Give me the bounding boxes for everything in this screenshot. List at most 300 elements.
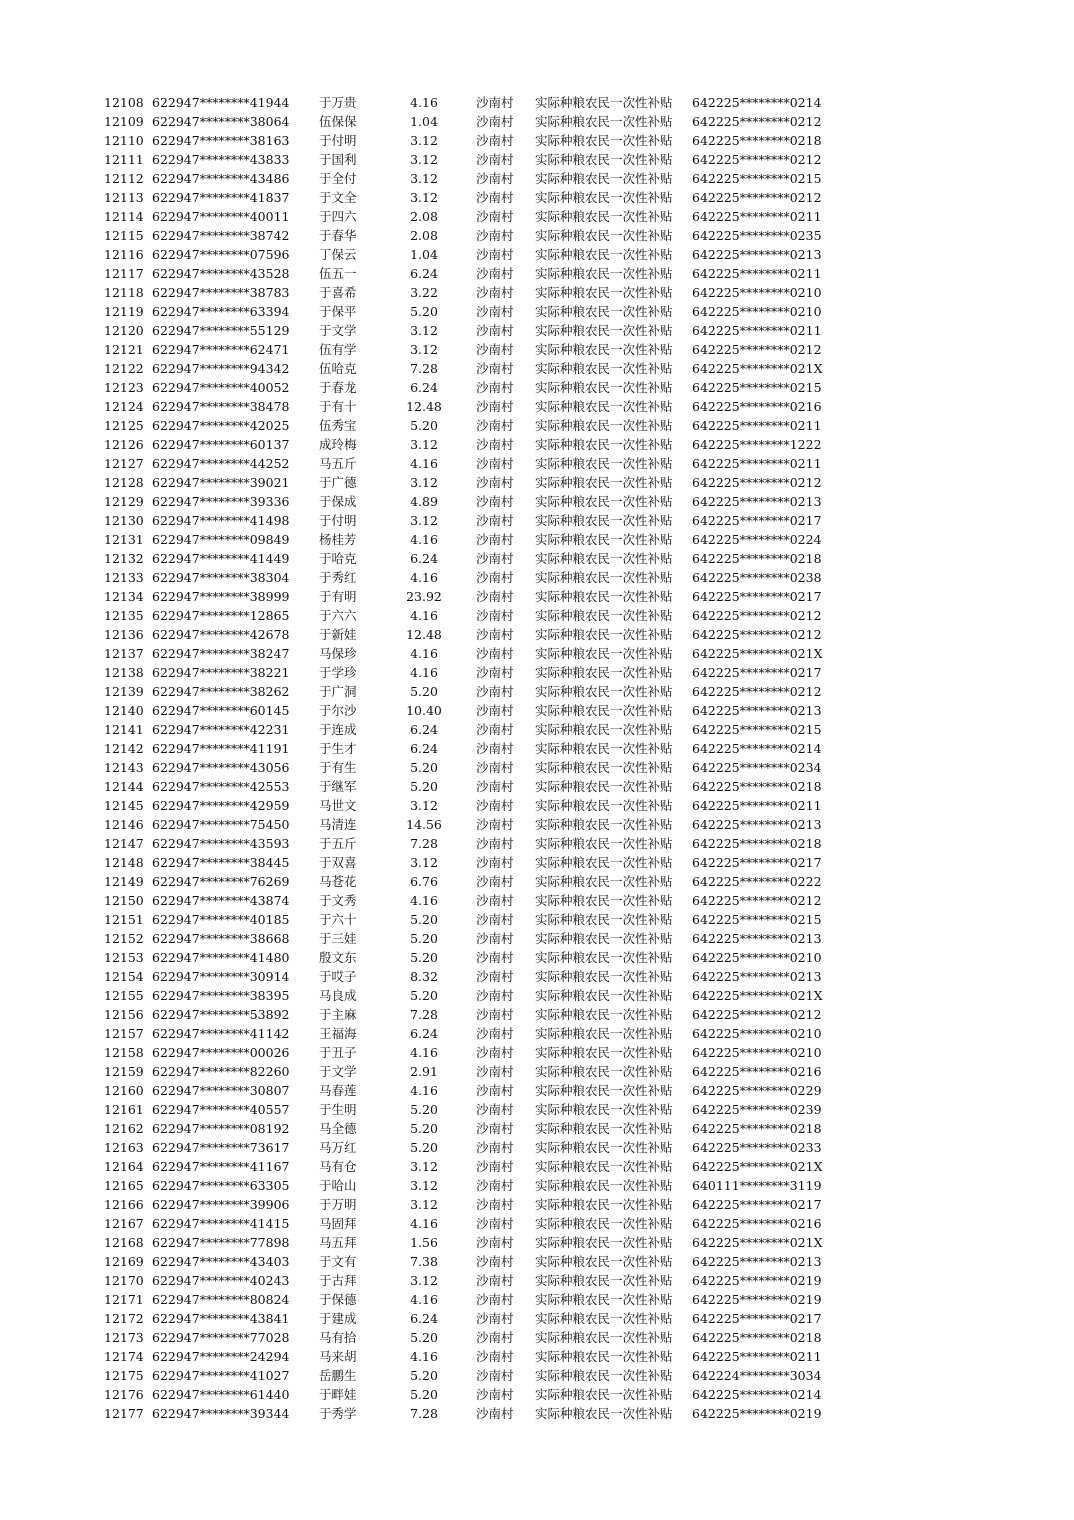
table-row (0, 1005, 1074, 1024)
farmer-name-cell: 于连成 (319, 722, 357, 737)
subsidy-type-cell: 实际种粮农民一次性补贴 (535, 361, 673, 376)
subsidy-amount-cell: 3.12 (410, 1197, 438, 1212)
row-number-cell: 12148 (104, 855, 144, 870)
id-number-cell: 642225********0219 (692, 1406, 822, 1421)
subsidy-type-cell: 实际种粮农民一次性补贴 (535, 133, 673, 148)
subsidy-amount-cell: 6.24 (410, 1311, 438, 1326)
subsidy-type-cell: 实际种粮农民一次性补贴 (535, 114, 673, 129)
farmer-name-cell: 于双喜 (319, 855, 357, 870)
table-row (0, 454, 1074, 473)
bank-account-cell: 622947********39336 (152, 494, 290, 509)
subsidy-amount-cell: 4.16 (410, 95, 438, 110)
village-cell: 沙南村 (476, 1254, 514, 1269)
subsidy-amount-cell: 4.16 (410, 1292, 438, 1307)
village-cell: 沙南村 (476, 1387, 514, 1402)
id-number-cell: 642225********0211 (692, 456, 822, 471)
bank-account-cell: 622947********43403 (152, 1254, 290, 1269)
table-row (0, 397, 1074, 416)
subsidy-amount-cell: 5.20 (410, 304, 438, 319)
subsidy-amount-cell: 7.28 (410, 361, 438, 376)
subsidy-type-cell: 实际种粮农民一次性补贴 (535, 836, 673, 851)
subsidy-type-cell: 实际种粮农民一次性补贴 (535, 570, 673, 585)
bank-account-cell: 622947********43841 (152, 1311, 290, 1326)
subsidy-amount-cell: 3.12 (410, 1159, 438, 1174)
subsidy-type-cell: 实际种粮农民一次性补贴 (535, 969, 673, 984)
village-cell: 沙南村 (476, 380, 514, 395)
table-row (0, 1062, 1074, 1081)
subsidy-amount-cell: 6.24 (410, 380, 438, 395)
subsidy-type-cell: 实际种粮农民一次性补贴 (535, 798, 673, 813)
id-number-cell: 642225********0212 (692, 475, 822, 490)
subsidy-type-cell: 实际种粮农民一次性补贴 (535, 95, 673, 110)
subsidy-type-cell: 实际种粮农民一次性补贴 (535, 1273, 673, 1288)
bank-account-cell: 622947********00026 (152, 1045, 290, 1060)
subsidy-amount-cell: 3.12 (410, 1178, 438, 1193)
id-number-cell: 642225********0212 (692, 1007, 822, 1022)
subsidy-type-cell: 实际种粮农民一次性补贴 (535, 931, 673, 946)
subsidy-type-cell: 实际种粮农民一次性补贴 (535, 950, 673, 965)
bank-account-cell: 622947********77028 (152, 1330, 290, 1345)
subsidy-type-cell: 实际种粮农民一次性补贴 (535, 1140, 673, 1155)
village-cell: 沙南村 (476, 323, 514, 338)
table-row (0, 739, 1074, 758)
bank-account-cell: 622947********38478 (152, 399, 290, 414)
farmer-name-cell: 于春龙 (319, 380, 357, 395)
id-number-cell: 642225********0212 (692, 190, 822, 205)
farmer-name-cell: 于学珍 (319, 665, 357, 680)
id-number-cell: 642225********1222 (692, 437, 822, 452)
table-row (0, 340, 1074, 359)
farmer-name-cell: 马春莲 (319, 1083, 357, 1098)
table-row (0, 1328, 1074, 1347)
village-cell: 沙南村 (476, 1216, 514, 1231)
bank-account-cell: 622947********40052 (152, 380, 290, 395)
table-row (0, 131, 1074, 150)
village-cell: 沙南村 (476, 703, 514, 718)
row-number-cell: 12136 (104, 627, 144, 642)
subsidy-type-cell: 实际种粮农民一次性补贴 (535, 1292, 673, 1307)
bank-account-cell: 622947********30914 (152, 969, 290, 984)
farmer-name-cell: 马保珍 (319, 646, 357, 661)
farmer-name-cell: 于五斤 (319, 836, 357, 851)
bank-account-cell: 622947********43528 (152, 266, 290, 281)
subsidy-type-cell: 实际种粮农民一次性补贴 (535, 988, 673, 1003)
id-number-cell: 640111********3119 (692, 1178, 822, 1193)
table-row (0, 1100, 1074, 1119)
id-number-cell: 642225********0210 (692, 950, 822, 965)
village-cell: 沙南村 (476, 456, 514, 471)
village-cell: 沙南村 (476, 665, 514, 680)
row-number-cell: 12133 (104, 570, 144, 585)
subsidy-amount-cell: 5.20 (410, 988, 438, 1003)
farmer-name-cell: 于国利 (319, 152, 357, 167)
village-cell: 沙南村 (476, 589, 514, 604)
bank-account-cell: 622947********55129 (152, 323, 290, 338)
table-row (0, 511, 1074, 530)
bank-account-cell: 622947********38999 (152, 589, 290, 604)
village-cell: 沙南村 (476, 912, 514, 927)
subsidy-amount-cell: 4.16 (410, 1349, 438, 1364)
subsidy-type-cell: 实际种粮农民一次性补贴 (535, 228, 673, 243)
subsidy-type-cell: 实际种粮农民一次性补贴 (535, 1121, 673, 1136)
bank-account-cell: 622947********38668 (152, 931, 290, 946)
subsidy-type-cell: 实际种粮农民一次性补贴 (535, 912, 673, 927)
table-row (0, 359, 1074, 378)
bank-account-cell: 622947********41027 (152, 1368, 290, 1383)
subsidy-type-cell: 实际种粮农民一次性补贴 (535, 817, 673, 832)
farmer-name-cell: 于付明 (319, 133, 357, 148)
bank-account-cell: 622947********38221 (152, 665, 290, 680)
farmer-name-cell: 伍哈克 (319, 361, 357, 376)
table-row (0, 435, 1074, 454)
id-number-cell: 642225********0214 (692, 741, 822, 756)
id-number-cell: 642225********0212 (692, 342, 822, 357)
bank-account-cell: 622947********41415 (152, 1216, 290, 1231)
farmer-name-cell: 马世文 (319, 798, 357, 813)
farmer-name-cell: 于有十 (319, 399, 357, 414)
village-cell: 沙南村 (476, 1178, 514, 1193)
id-number-cell: 642225********0216 (692, 1216, 822, 1231)
subsidy-amount-cell: 8.32 (410, 969, 438, 984)
id-number-cell: 642225********0211 (692, 798, 822, 813)
farmer-name-cell: 于主麻 (319, 1007, 357, 1022)
village-cell: 沙南村 (476, 1102, 514, 1117)
id-number-cell: 642225********0216 (692, 1064, 822, 1079)
row-number-cell: 12140 (104, 703, 144, 718)
subsidy-type-cell: 实际种粮农民一次性补贴 (535, 1007, 673, 1022)
farmer-name-cell: 马五拜 (319, 1235, 357, 1250)
bank-account-cell: 622947********38783 (152, 285, 290, 300)
id-number-cell: 642225********0211 (692, 418, 822, 433)
subsidy-amount-cell: 4.16 (410, 646, 438, 661)
table-row (0, 1043, 1074, 1062)
bank-account-cell: 622947********43486 (152, 171, 290, 186)
subsidy-amount-cell: 3.12 (410, 798, 438, 813)
subsidy-amount-cell: 4.16 (410, 893, 438, 908)
id-number-cell: 642225********0224 (692, 532, 822, 547)
bank-account-cell: 622947********39906 (152, 1197, 290, 1212)
bank-account-cell: 622947********39344 (152, 1406, 290, 1421)
subsidy-type-cell: 实际种粮农民一次性补贴 (535, 1387, 673, 1402)
subsidy-type-cell: 实际种粮农民一次性补贴 (535, 1102, 673, 1117)
bank-account-cell: 622947********62471 (152, 342, 290, 357)
id-number-cell: 642225********0212 (692, 152, 822, 167)
id-number-cell: 642225********0217 (692, 513, 822, 528)
bank-account-cell: 622947********60145 (152, 703, 290, 718)
bank-account-cell: 622947********40557 (152, 1102, 290, 1117)
farmer-name-cell: 于有生 (319, 760, 357, 775)
bank-account-cell: 622947********38064 (152, 114, 290, 129)
farmer-name-cell: 于哎子 (319, 969, 357, 984)
row-number-cell: 12127 (104, 456, 144, 471)
subsidy-amount-cell: 3.12 (410, 513, 438, 528)
subsidy-type-cell: 实际种粮农民一次性补贴 (535, 551, 673, 566)
village-cell: 沙南村 (476, 646, 514, 661)
bank-account-cell: 622947********38304 (152, 570, 290, 585)
village-cell: 沙南村 (476, 1140, 514, 1155)
subsidy-type-cell: 实际种粮农民一次性补贴 (535, 323, 673, 338)
id-number-cell: 642225********0235 (692, 228, 822, 243)
farmer-name-cell: 马万红 (319, 1140, 357, 1155)
village-cell: 沙南村 (476, 627, 514, 642)
subsidy-type-cell: 实际种粮农民一次性补贴 (535, 475, 673, 490)
bank-account-cell: 622947********42959 (152, 798, 290, 813)
id-number-cell: 642225********0217 (692, 665, 822, 680)
subsidy-amount-cell: 1.56 (410, 1235, 438, 1250)
id-number-cell: 642225********0215 (692, 171, 822, 186)
farmer-name-cell: 于付明 (319, 513, 357, 528)
table-row (0, 283, 1074, 302)
village-cell: 沙南村 (476, 570, 514, 585)
row-number-cell: 12172 (104, 1311, 144, 1326)
subsidy-amount-cell: 3.12 (410, 133, 438, 148)
row-number-cell: 12151 (104, 912, 144, 927)
farmer-name-cell: 殷文东 (319, 950, 357, 965)
bank-account-cell: 622947********41837 (152, 190, 290, 205)
farmer-name-cell: 岳鹏生 (319, 1368, 357, 1383)
subsidy-type-cell: 实际种粮农民一次性补贴 (535, 893, 673, 908)
subsidy-amount-cell: 5.20 (410, 1330, 438, 1345)
table-row (0, 834, 1074, 853)
farmer-name-cell: 丁保云 (319, 247, 357, 262)
row-number-cell: 12123 (104, 380, 144, 395)
farmer-name-cell: 于万贵 (319, 95, 357, 110)
id-number-cell: 642225********0217 (692, 1311, 822, 1326)
table-row (0, 606, 1074, 625)
farmer-name-cell: 马清连 (319, 817, 357, 832)
bank-account-cell: 622947********12865 (152, 608, 290, 623)
bank-account-cell: 622947********39021 (152, 475, 290, 490)
id-number-cell: 642225********0212 (692, 114, 822, 129)
row-number-cell: 12115 (104, 228, 144, 243)
id-number-cell: 642225********0213 (692, 817, 822, 832)
table-row (0, 549, 1074, 568)
subsidy-table (0, 93, 1074, 1423)
subsidy-type-cell: 实际种粮农民一次性补贴 (535, 1045, 673, 1060)
subsidy-type-cell: 实际种粮农民一次性补贴 (535, 1311, 673, 1326)
farmer-name-cell: 于古拜 (319, 1273, 357, 1288)
table-row (0, 245, 1074, 264)
row-number-cell: 12141 (104, 722, 144, 737)
subsidy-amount-cell: 5.20 (410, 1387, 438, 1402)
village-cell: 沙南村 (476, 1197, 514, 1212)
id-number-cell: 642225********021X (692, 646, 823, 661)
subsidy-amount-cell: 7.38 (410, 1254, 438, 1269)
subsidy-type-cell: 实际种粮农民一次性补贴 (535, 456, 673, 471)
row-number-cell: 12125 (104, 418, 144, 433)
row-number-cell: 12117 (104, 266, 144, 281)
table-row (0, 777, 1074, 796)
subsidy-amount-cell: 5.20 (410, 779, 438, 794)
bank-account-cell: 622947********40011 (152, 209, 290, 224)
village-cell: 沙南村 (476, 1159, 514, 1174)
bank-account-cell: 622947********09849 (152, 532, 290, 547)
row-number-cell: 12169 (104, 1254, 144, 1269)
subsidy-amount-cell: 6.24 (410, 722, 438, 737)
row-number-cell: 12128 (104, 475, 144, 490)
bank-account-cell: 622947********07596 (152, 247, 290, 262)
id-number-cell: 642225********0210 (692, 1026, 822, 1041)
row-number-cell: 12145 (104, 798, 144, 813)
subsidy-type-cell: 实际种粮农民一次性补贴 (535, 247, 673, 262)
farmer-name-cell: 于秀红 (319, 570, 357, 585)
village-cell: 沙南村 (476, 1083, 514, 1098)
id-number-cell: 642225********0213 (692, 494, 822, 509)
row-number-cell: 12176 (104, 1387, 144, 1402)
subsidy-type-cell: 实际种粮农民一次性补贴 (535, 1159, 673, 1174)
subsidy-type-cell: 实际种粮农民一次性补贴 (535, 1368, 673, 1383)
farmer-name-cell: 马苍花 (319, 874, 357, 889)
subsidy-type-cell: 实际种粮农民一次性补贴 (535, 1026, 673, 1041)
table-row (0, 1195, 1074, 1214)
table-row (0, 416, 1074, 435)
row-number-cell: 12137 (104, 646, 144, 661)
row-number-cell: 12173 (104, 1330, 144, 1345)
subsidy-amount-cell: 23.92 (406, 589, 442, 604)
village-cell: 沙南村 (476, 1235, 514, 1250)
table-row (0, 188, 1074, 207)
subsidy-type-cell: 实际种粮农民一次性补贴 (535, 741, 673, 756)
id-number-cell: 642225********0212 (692, 608, 822, 623)
farmer-name-cell: 于秀学 (319, 1406, 357, 1421)
bank-account-cell: 622947********38395 (152, 988, 290, 1003)
row-number-cell: 12152 (104, 931, 144, 946)
table-row (0, 112, 1074, 131)
bank-account-cell: 622947********30807 (152, 1083, 290, 1098)
row-number-cell: 12129 (104, 494, 144, 509)
village-cell: 沙南村 (476, 1349, 514, 1364)
subsidy-type-cell: 实际种粮农民一次性补贴 (535, 703, 673, 718)
id-number-cell: 642225********0218 (692, 551, 822, 566)
subsidy-amount-cell: 4.16 (410, 532, 438, 547)
id-number-cell: 642225********021X (692, 1235, 823, 1250)
row-number-cell: 12121 (104, 342, 144, 357)
village-cell: 沙南村 (476, 190, 514, 205)
row-number-cell: 12135 (104, 608, 144, 623)
bank-account-cell: 622947********41167 (152, 1159, 290, 1174)
village-cell: 沙南村 (476, 361, 514, 376)
row-number-cell: 12119 (104, 304, 144, 319)
subsidy-amount-cell: 5.20 (410, 912, 438, 927)
row-number-cell: 12153 (104, 950, 144, 965)
table-row (0, 891, 1074, 910)
bank-account-cell: 622947********41191 (152, 741, 290, 756)
id-number-cell: 642225********0238 (692, 570, 822, 585)
village-cell: 沙南村 (476, 152, 514, 167)
row-number-cell: 12165 (104, 1178, 144, 1193)
farmer-name-cell: 王福海 (319, 1026, 357, 1041)
id-number-cell: 642225********0210 (692, 1045, 822, 1060)
subsidy-amount-cell: 7.28 (410, 836, 438, 851)
farmer-name-cell: 于喜希 (319, 285, 357, 300)
subsidy-amount-cell: 4.16 (410, 1216, 438, 1231)
village-cell: 沙南村 (476, 114, 514, 129)
id-number-cell: 642225********0218 (692, 1121, 822, 1136)
farmer-name-cell: 于尔沙 (319, 703, 357, 718)
subsidy-type-cell: 实际种粮农民一次性补贴 (535, 627, 673, 642)
row-number-cell: 12155 (104, 988, 144, 1003)
village-cell: 沙南村 (476, 1064, 514, 1079)
id-number-cell: 642225********0210 (692, 285, 822, 300)
subsidy-amount-cell: 5.20 (410, 950, 438, 965)
id-number-cell: 642225********0218 (692, 836, 822, 851)
farmer-name-cell: 伍保保 (319, 114, 357, 129)
farmer-name-cell: 于保平 (319, 304, 357, 319)
farmer-name-cell: 于四六 (319, 209, 357, 224)
table-row (0, 150, 1074, 169)
village-cell: 沙南村 (476, 247, 514, 262)
subsidy-amount-cell: 5.20 (410, 1102, 438, 1117)
subsidy-amount-cell: 3.12 (410, 1273, 438, 1288)
table-row (0, 967, 1074, 986)
farmer-name-cell: 于全付 (319, 171, 357, 186)
village-cell: 沙南村 (476, 304, 514, 319)
subsidy-amount-cell: 4.16 (410, 665, 438, 680)
farmer-name-cell: 成玲梅 (319, 437, 357, 452)
row-number-cell: 12162 (104, 1121, 144, 1136)
subsidy-amount-cell: 2.08 (410, 209, 438, 224)
subsidy-type-cell: 实际种粮农民一次性补贴 (535, 190, 673, 205)
farmer-name-cell: 马良成 (319, 988, 357, 1003)
subsidy-amount-cell: 6.24 (410, 266, 438, 281)
id-number-cell: 642224********3034 (692, 1368, 822, 1383)
village-cell: 沙南村 (476, 722, 514, 737)
row-number-cell: 12174 (104, 1349, 144, 1364)
row-number-cell: 12110 (104, 133, 144, 148)
farmer-name-cell: 于广洞 (319, 684, 357, 699)
row-number-cell: 12108 (104, 95, 144, 110)
row-number-cell: 12170 (104, 1273, 144, 1288)
farmer-name-cell: 于畔娃 (319, 1387, 357, 1402)
id-number-cell: 642225********0233 (692, 1140, 822, 1155)
row-number-cell: 12139 (104, 684, 144, 699)
subsidy-amount-cell: 7.28 (410, 1007, 438, 1022)
subsidy-type-cell: 实际种粮农民一次性补贴 (535, 1197, 673, 1212)
village-cell: 沙南村 (476, 931, 514, 946)
bank-account-cell: 622947********38742 (152, 228, 290, 243)
subsidy-type-cell: 实际种粮农民一次性补贴 (535, 1330, 673, 1345)
farmer-name-cell: 马固拜 (319, 1216, 357, 1231)
subsidy-type-cell: 实际种粮农民一次性补贴 (535, 874, 673, 889)
subsidy-amount-cell: 2.91 (410, 1064, 438, 1079)
table-row (0, 1214, 1074, 1233)
table-row (0, 1233, 1074, 1252)
id-number-cell: 642225********0217 (692, 855, 822, 870)
table-row (0, 1404, 1074, 1423)
bank-account-cell: 622947********60137 (152, 437, 290, 452)
id-number-cell: 642225********0218 (692, 133, 822, 148)
row-number-cell: 12120 (104, 323, 144, 338)
id-number-cell: 642225********0211 (692, 266, 822, 281)
id-number-cell: 642225********0234 (692, 760, 822, 775)
subsidy-amount-cell: 3.12 (410, 342, 438, 357)
row-number-cell: 12143 (104, 760, 144, 775)
id-number-cell: 642225********0215 (692, 912, 822, 927)
table-row (0, 492, 1074, 511)
row-number-cell: 12147 (104, 836, 144, 851)
id-number-cell: 642225********0213 (692, 247, 822, 262)
row-number-cell: 12124 (104, 399, 144, 414)
id-number-cell: 642225********0215 (692, 380, 822, 395)
table-row (0, 1119, 1074, 1138)
village-cell: 沙南村 (476, 684, 514, 699)
farmer-name-cell: 伍五一 (319, 266, 357, 281)
village-cell: 沙南村 (476, 798, 514, 813)
row-number-cell: 12132 (104, 551, 144, 566)
subsidy-type-cell: 实际种粮农民一次性补贴 (535, 209, 673, 224)
subsidy-amount-cell: 5.20 (410, 1140, 438, 1155)
subsidy-type-cell: 实际种粮农民一次性补贴 (535, 589, 673, 604)
